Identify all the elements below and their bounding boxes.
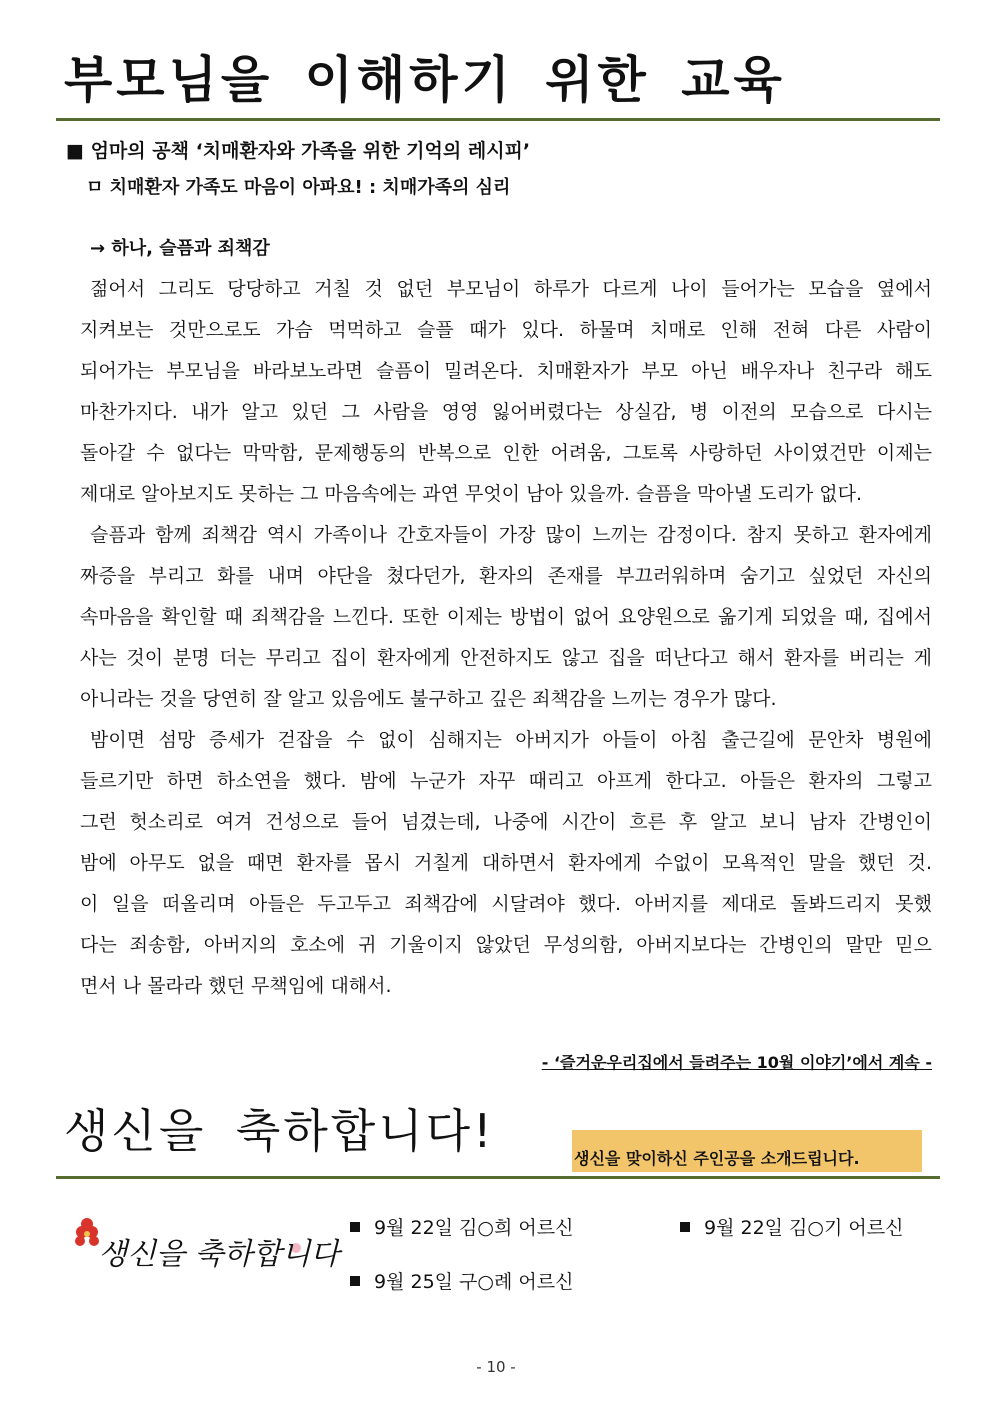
square-bullet-icon xyxy=(350,1222,360,1232)
birthday-item xyxy=(350,1213,573,1240)
article-line: 밤에 아무도 없을 때면 환자를 몹시 거칠게 대하면서 환자에게 수없이 모욕적인 말을 했던 것. xyxy=(80,852,932,874)
article-line: 그런 헛소리로 여겨 건성으로 들어 넘겼는데, 나중에 시간이 흐른 후 알고 보니 남자 간병인이 xyxy=(80,811,932,833)
birthday-divider xyxy=(56,1176,940,1179)
birthday-subtitle: 생신을 맞이하신 주인공을 소개드립니다. xyxy=(572,1130,922,1172)
page-title: 부모님을 이해하기 위한 교육 xyxy=(64,51,786,109)
article-line: 면서 나 몰라라 했던 무책임에 대해서. xyxy=(80,975,392,997)
article-line: 젊어서 그리도 당당하고 거칠 것 없던 부모님이 하루가 다르게 나이 들어가는 모습을 옆에서 xyxy=(90,278,932,300)
birthday-item-text: 9월 22일 김○희 어르신 xyxy=(374,1217,574,1239)
birthday-title: 생신을 축하합니다! xyxy=(64,1104,495,1158)
article-line: 밤이면 섬망 증세가 걷잡을 수 없이 심해지는 아버지가 아들이 아침 출근길에 문안차 병원에 xyxy=(90,729,932,751)
article-line: 짜증을 부리고 화를 내며 야단을 쳤다던가, 환자의 존재를 부끄러워하며 숨기고 싶었던 자신의 xyxy=(80,565,932,587)
square-bullet-icon xyxy=(350,1276,360,1286)
section-heading: ■ 엄마의 공책 ‘치매환자와 가족을 위한 기억의 레시피’ xyxy=(66,140,531,162)
title-divider xyxy=(56,118,940,121)
article-line: 속마음을 확인할 때 죄책감을 느낀다. 또한 이제는 방법이 없어 요양원으로 옮기게 되었을 때, 집에서 xyxy=(80,606,932,628)
topic-heading: → 하나, 슬픔과 죄책감 xyxy=(90,238,270,259)
sub-heading: ㅁ 치매환자 가족도 마음이 아파요! : 치매가족의 심리 xyxy=(86,177,511,198)
article-line: 들르기만 하면 하소연을 했다. 밤에 누군가 자꾸 때리고 아프게 한다고. 아들은 환자의 그렇고 xyxy=(80,770,932,792)
article-line: 아니라는 것을 당연히 잘 알고 있음에도 불구하고 깊은 죄책감을 느끼는 경우가 많다. xyxy=(80,688,777,710)
article-line: 제대로 알아보지도 못하는 그 마음속에는 과연 무엇이 남아 있을까. 슬픔을 막아낼 도리가 없다. xyxy=(80,483,863,505)
article-line: 사는 것이 분명 더는 무리고 집이 환자에게 안전하지도 않고 집을 떠난다고 해서 환자를 버리는 게 xyxy=(80,647,932,669)
birthday-item-text: 9월 25일 구○례 어르신 xyxy=(374,1271,574,1293)
article-body xyxy=(80,269,932,1007)
article-line: 슬픔과 함께 죄책감 역시 가족이나 간호자들이 가장 많이 느끼는 감정이다. 참지 못하고 환자에게 xyxy=(90,524,932,546)
birthday-item xyxy=(680,1213,903,1240)
article-line: 돌아갈 수 없다는 막막함, 문제행동의 반복으로 인한 어려움, 그토록 사랑하던 사이였건만 이제는 xyxy=(80,442,932,464)
article-line: 이 일을 떠올리며 아들은 두고두고 죄책감에 시달려야 했다. 아버지를 제대로 돌봐드리지 못했 xyxy=(80,893,932,915)
article-line: 지켜보는 것만으로도 가슴 먹먹하고 슬플 때가 있다. 하물며 치매로 인해 전혀 다른 사람이 xyxy=(80,319,932,341)
flower-icon xyxy=(70,1210,340,1290)
square-bullet-icon xyxy=(680,1222,690,1232)
birthday-logo xyxy=(70,1210,340,1290)
page-number: - 10 - xyxy=(476,1358,516,1376)
birthday-item-text: 9월 22일 김○기 어르신 xyxy=(704,1217,904,1239)
article-line: 다는 죄송함, 아버지의 호소에 귀 기울이지 않았던 무성의함, 아버지보다는 간병인의 말만 믿으 xyxy=(80,934,932,956)
article-line: 마찬가지다. 내가 알고 있던 그 사람을 영영 잃어버렸다는 상실감, 병 이전의 모습으로 다시는 xyxy=(80,401,932,423)
article-line: 되어가는 부모님을 바라보노라면 슬픔이 밀려온다. 치매환자가 부모 아닌 배우자나 친구라 해도 xyxy=(80,360,932,382)
birthday-item xyxy=(350,1267,573,1294)
logo-text: 생신을 축하합니다 xyxy=(98,1237,340,1272)
source-note: - ‘즐거운우리집에서 들려주는 10월 이야기’에서 계속 - xyxy=(541,1053,932,1072)
